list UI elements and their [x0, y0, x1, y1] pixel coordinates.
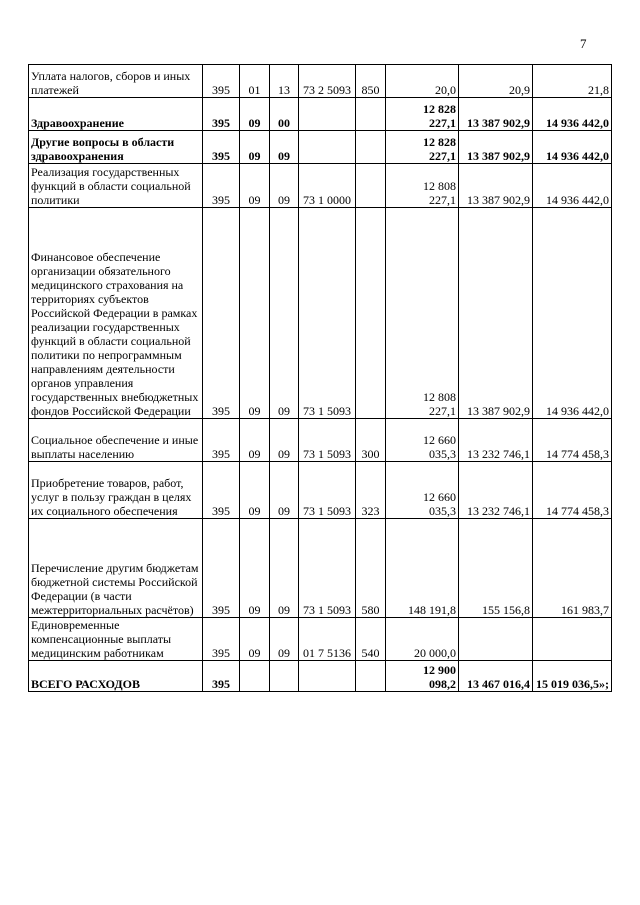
target-article-code: 01 7 5136 — [299, 618, 356, 661]
subsection-code: 09 — [270, 419, 299, 462]
amount-year-2: 13 232 746,1 — [459, 419, 533, 462]
table-row — [29, 65, 612, 98]
admin-code: 395 — [203, 65, 240, 98]
amount-year-1-part-2: 227,1 — [429, 404, 456, 418]
amount-year-1-part-2: 148 191,8 — [408, 603, 456, 617]
amount-year-1-part-2: 20 000,0 — [414, 646, 456, 660]
amount-year-1-part-1: 12 808 — [423, 179, 456, 193]
target-article-code — [299, 98, 356, 131]
expense-type-code — [356, 131, 386, 164]
table-row — [29, 164, 612, 208]
amount-year-1-part-2: 20,0 — [435, 83, 456, 97]
amount-year-1-part-2: 035,3 — [429, 447, 456, 461]
table-row — [29, 208, 612, 419]
row-name: Уплата налогов, сборов и иных платежей — [29, 65, 203, 98]
expense-type-code: 540 — [356, 618, 386, 661]
subsection-code: 09 — [270, 519, 299, 618]
amount-year-1-part-2: 098,2 — [429, 677, 456, 691]
amount-year-1-part-2: 227,1 — [429, 116, 456, 130]
amount-year-2: 13 387 902,9 — [459, 164, 533, 208]
admin-code: 395 — [203, 661, 240, 692]
amount-year-3: 15 019 036,5»; — [533, 661, 612, 692]
section-code: 09 — [240, 164, 270, 208]
target-article-code: 73 1 5093 — [299, 419, 356, 462]
amount-year-1-part-2: 035,3 — [429, 504, 456, 518]
table-body — [29, 65, 612, 692]
subsection-code: 00 — [270, 98, 299, 131]
admin-code: 395 — [203, 131, 240, 164]
amount-year-1 — [386, 98, 459, 131]
target-article-code: 73 2 5093 — [299, 65, 356, 98]
amount-year-3: 14 936 442,0 — [533, 98, 612, 131]
subsection-code: 09 — [270, 164, 299, 208]
page-number: 7 — [580, 36, 587, 51]
amount-year-1-part-2: 227,1 — [429, 193, 456, 207]
target-article-code: 73 1 0000 — [299, 164, 356, 208]
table-row — [29, 519, 612, 618]
admin-code: 395 — [203, 462, 240, 519]
amount-year-1-part-1: 12 828 — [423, 135, 456, 149]
amount-year-3: 161 983,7 — [533, 519, 612, 618]
row-name: Единовременные компенсационные выплаты медицинским работникам — [29, 618, 203, 661]
amount-year-1 — [386, 65, 459, 98]
subsection-code: 09 — [270, 208, 299, 419]
admin-code: 395 — [203, 519, 240, 618]
row-name: Приобретение товаров, работ, услуг в пользу граждан в целях их социального обеспечения — [29, 462, 203, 519]
row-name: ВСЕГО РАСХОДОВ — [29, 661, 203, 692]
subsection-code: 09 — [270, 462, 299, 519]
admin-code: 395 — [203, 164, 240, 208]
section-code: 09 — [240, 98, 270, 131]
row-name: Социальное обеспечение и иные выплаты населению — [29, 419, 203, 462]
amount-year-1 — [386, 519, 459, 618]
table-row — [29, 131, 612, 164]
amount-year-1-part-1: 12 660 — [423, 490, 456, 504]
subsection-code: 09 — [270, 131, 299, 164]
section-code: 09 — [240, 419, 270, 462]
section-code: 09 — [240, 618, 270, 661]
amount-year-1 — [386, 661, 459, 692]
subsection-code — [270, 661, 299, 692]
row-name: Реализация государственных функций в области социальной политики — [29, 164, 203, 208]
section-code: 09 — [240, 462, 270, 519]
amount-year-1 — [386, 462, 459, 519]
amount-year-2: 155 156,8 — [459, 519, 533, 618]
amount-year-3 — [533, 618, 612, 661]
table-row — [29, 462, 612, 519]
amount-year-2: 13 387 902,9 — [459, 131, 533, 164]
row-name: Другие вопросы в области здравоохранения — [29, 131, 203, 164]
section-code: 09 — [240, 208, 270, 419]
target-article-code: 73 1 5093 — [299, 462, 356, 519]
row-name: Здравоохранение — [29, 98, 203, 131]
amount-year-1-part-2: 227,1 — [429, 149, 456, 163]
section-code: 09 — [240, 519, 270, 618]
target-article-code — [299, 131, 356, 164]
expense-type-code — [356, 208, 386, 419]
subsection-code: 13 — [270, 65, 299, 98]
expense-type-code — [356, 661, 386, 692]
row-name: Финансовое обеспечение организации обязательного медицинского страхования на территориях субъектов Российской Федерации в рамках реализации государственных функций в области социальной политики по непрограммным направлениям деятельности органов управления государственных внебюджетных фондов Российской Федерации — [29, 208, 203, 419]
table-row — [29, 618, 612, 661]
amount-year-1 — [386, 164, 459, 208]
expense-type-code — [356, 98, 386, 131]
amount-year-1-part-1: 12 828 — [423, 102, 456, 116]
budget-table — [28, 64, 612, 692]
expense-type-code: 323 — [356, 462, 386, 519]
table-row — [29, 98, 612, 131]
admin-code: 395 — [203, 208, 240, 419]
admin-code: 395 — [203, 419, 240, 462]
section-code: 01 — [240, 65, 270, 98]
table-row — [29, 419, 612, 462]
target-article-code: 73 1 5093 — [299, 519, 356, 618]
target-article-code: 73 1 5093 — [299, 208, 356, 419]
amount-year-1-part-1: 12 808 — [423, 390, 456, 404]
amount-year-2: 20,9 — [459, 65, 533, 98]
amount-year-3: 14 936 442,0 — [533, 131, 612, 164]
section-code — [240, 661, 270, 692]
table-row — [29, 661, 612, 692]
amount-year-1-part-1: 12 900 — [423, 663, 456, 677]
row-name: Перечисление другим бюджетам бюджетной системы Российской Федерации (в части межтерриториальных расчётов) — [29, 519, 203, 618]
amount-year-3: 14 774 458,3 — [533, 462, 612, 519]
section-code: 09 — [240, 131, 270, 164]
amount-year-1 — [386, 618, 459, 661]
amount-year-2: 13 467 016,4 — [459, 661, 533, 692]
amount-year-2: 13 387 902,9 — [459, 98, 533, 131]
expense-type-code: 850 — [356, 65, 386, 98]
amount-year-3: 14 774 458,3 — [533, 419, 612, 462]
amount-year-3: 14 936 442,0 — [533, 208, 612, 419]
amount-year-1 — [386, 208, 459, 419]
amount-year-2: 13 387 902,9 — [459, 208, 533, 419]
amount-year-3: 21,8 — [533, 65, 612, 98]
target-article-code — [299, 661, 356, 692]
expense-type-code: 580 — [356, 519, 386, 618]
subsection-code: 09 — [270, 618, 299, 661]
admin-code: 395 — [203, 618, 240, 661]
admin-code: 395 — [203, 98, 240, 131]
amount-year-2 — [459, 618, 533, 661]
amount-year-3: 14 936 442,0 — [533, 164, 612, 208]
amount-year-1-part-1: 12 660 — [423, 433, 456, 447]
amount-year-1 — [386, 131, 459, 164]
amount-year-2: 13 232 746,1 — [459, 462, 533, 519]
expense-type-code — [356, 164, 386, 208]
expense-type-code: 300 — [356, 419, 386, 462]
amount-year-1 — [386, 419, 459, 462]
